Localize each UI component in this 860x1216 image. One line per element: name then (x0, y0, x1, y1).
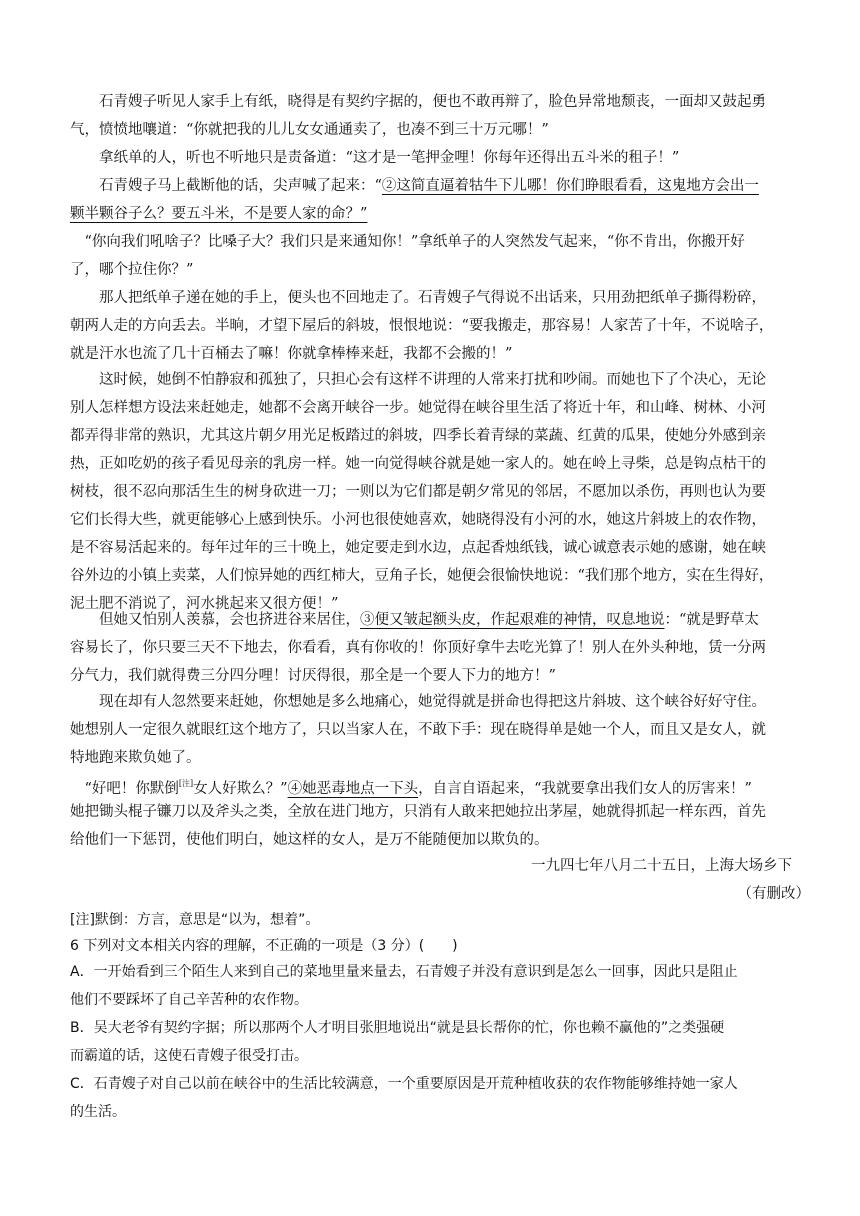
paragraph-7 (70, 606, 792, 690)
text-line: 她想别人一定很久就眼红这个地方了，只以当家人在，不敢下手：现在晓得单是她一个人，而且又是女人，就 (70, 722, 766, 738)
option-text: A．一开始看到三个陌生人来到自己的菜地里量来量去，石青嫂子并没有意识到是怎么一回事，因此只是阻止 (70, 964, 738, 980)
text-line: 给他们一下惩罚，使他们明白，她这样的女人，是万不能随便加以欺负的。 (70, 832, 549, 848)
date-line: 一九四七年八月二十五日，上海大场乡下 (531, 858, 792, 874)
text-line: 这时候，她倒不怕静寂和孤独了，只担心会有这样不讲理的人常来打扰和吵闹。而她也下了个决心，无论 (70, 372, 766, 388)
text-run: 石青嫂子马上截断他的话，尖声喊了起来：“ (70, 178, 382, 194)
text-run: ，自言自语起来，“我就要拿出我们女人的厉害来！” (418, 781, 752, 797)
revision-note: （有删改） (737, 886, 810, 902)
underlined-sentence-2: ②这简直逼着牯牛下儿哪！你们睁眼看看，这鬼地方会出一 (381, 178, 759, 194)
option-b (70, 1014, 792, 1070)
option-text: 而霸道的话，这使石青嫂子很受打击。 (70, 1048, 308, 1064)
text-line: 现在却有人忽然要来赶她，你想她是多么地痛心，她觉得就是拼命也得把这片斜坡、这个峡谷好好守住。 (70, 694, 766, 710)
text-run: ：“就是野草太 (664, 612, 759, 628)
text-line: 分气力，我们就得费三分四分哩！讨厌得很，那全是一个要人下力的地方！” (70, 668, 556, 684)
text-line: 她把锄头棍子镰刀以及斧头之类，全放在进门地方，只消有人敢来把她拉出茅屋，她就得抓起一样东西，首先 (70, 804, 766, 820)
text-run: “好吧！你默倒 (70, 781, 179, 797)
text-line: 就是汗水也流了几十百桶去了嘛！你就拿棒棒来赶，我都不会搬的！” (70, 346, 513, 362)
text-line: 它们长得大些，就更能够心上感到快乐。小河也很使她喜欢，她晓得没有小河的水，她这片斜坡上的农作物， (70, 512, 766, 528)
text-line: 那人把纸单子递在她的手上，便头也不回地走了。石青嫂子气得说不出话来，只用劲把纸单子撕得粉碎， (70, 290, 766, 306)
paragraph-3 (70, 172, 792, 228)
text-line: 特地跑来欺负她了。 (70, 750, 201, 766)
option-text: C．石青嫂子对自己以前在峡谷中的生活比较满意，一个重要原因是开荒种植收获的农作物能够维持她一家人 (70, 1076, 738, 1092)
text-line: “你向我们吼啥子？比嗓子大？我们只是来通知你！”拿纸单子的人突然发气起来，“你不肯出，你搬开好 (70, 234, 745, 250)
underlined-sentence-2-cont: 颗半颗谷子么？要五斗米，不是要人家的命？” (70, 206, 368, 222)
option-text: 的生活。 (70, 1104, 126, 1120)
text-line: 朝两人走的方向丢去。半晌，才望下屋后的斜坡，恨恨地说：“要我搬走，那容易！人家苦了十年，不说啥子， (70, 318, 774, 334)
paragraph-6 (70, 366, 792, 618)
text-run: 但她又怕别人羡慕，会也挤进谷来居住， (70, 612, 360, 628)
option-a (70, 958, 792, 1014)
text-line: 石青嫂子听见人家手上有纸，晓得是有契约字据的，便也不敢再辩了，脸色异常地颓丧，一面却又鼓起勇 (70, 94, 766, 110)
paragraph-1 (70, 88, 792, 144)
text-line: 了，哪个拉住你？” (70, 262, 194, 278)
option-text: B．吴大老爷有契约字据；所以那两个人才明目张胆地说出“就是县长帮你的忙，你也赖不赢他的”之类强硬 (70, 1020, 725, 1036)
underlined-sentence-3: ③便又皱起额头皮，作起艰难的神情，叹息地说 (360, 612, 665, 628)
question-stem (70, 932, 792, 960)
paragraph-5 (70, 284, 792, 368)
paragraph-8 (70, 688, 792, 772)
text-line: 树枝，很不忍向那活生生的树身砍进一刀；一则以为它们都是朝夕常见的邻居，不愿加以杀伤，再则也认为要 (70, 484, 766, 500)
paragraph-4 (70, 228, 792, 284)
text-line: 泥土肥不消说了，河水挑起来又很方便！” (70, 596, 339, 612)
footnote-marker: [注] (178, 779, 194, 788)
option-text: 他们不要踩坏了自己辛苦种的农作物。 (70, 992, 308, 1008)
paragraph-2 (70, 144, 792, 172)
footnote-text: [注]默倒：方言，意思是“以为，想着”。 (70, 912, 320, 928)
text-line: 拿纸单的人，听也不听地只是责备道：“这才是一笔押金哩！你每年还得出五斗米的租子！” (70, 150, 680, 166)
text-line: 是不容易活起来的。每年过年的三十晚上，她定要走到水边，点起香烛纸钱，诚心诚意表示她的感谢，她在峡 (70, 540, 766, 556)
text-line: 谷外边的小镇上卖菜，人们惊异她的西红柿大，豆角子长，她便会很愉快地说：“我们那个地方，实在生得好， (70, 568, 774, 584)
footnote (70, 906, 792, 934)
text-line (70, 200, 792, 228)
text-line (70, 606, 792, 634)
option-c (70, 1070, 792, 1126)
text-line: 热，正如吃奶的孩子看见母亲的乳房一样。她一向觉得峡谷就是她一家人的。她在岭上寻柴，总是钩点枯干的 (70, 456, 766, 472)
text-run: 女人好欺么？” (193, 781, 288, 797)
text-line: 气，愤愤地嚷道：“你就把我的儿儿女女通通卖了，也凑不到三十万元哪！” (70, 122, 549, 138)
text-line (70, 172, 792, 200)
question-text: 6 下列对文本相关内容的理解，不正确的一项是（3 分）( ) (70, 938, 458, 954)
underlined-sentence-4: ④她恶毒地点一下头 (287, 781, 419, 797)
text-line (70, 770, 792, 798)
text-line: 别人怎样想方设法来赶她走，她都不会离开峡谷一步。她觉得在峡谷里生活了将近十年，和山峰、树林、小河 (70, 400, 766, 416)
text-line: 容易长了，你只要三天不下地去，你看看，真有你收的！你顶好拿牛去吃光算了！别人在外头种地，赁一分两 (70, 640, 766, 656)
text-line: 都弄得非常的熟识，尤其这片朝夕用光足板踏过的斜坡，四季长着青绿的菜蔬、红黄的瓜果，使她分外感到亲 (70, 428, 766, 444)
paragraph-9 (70, 770, 792, 854)
